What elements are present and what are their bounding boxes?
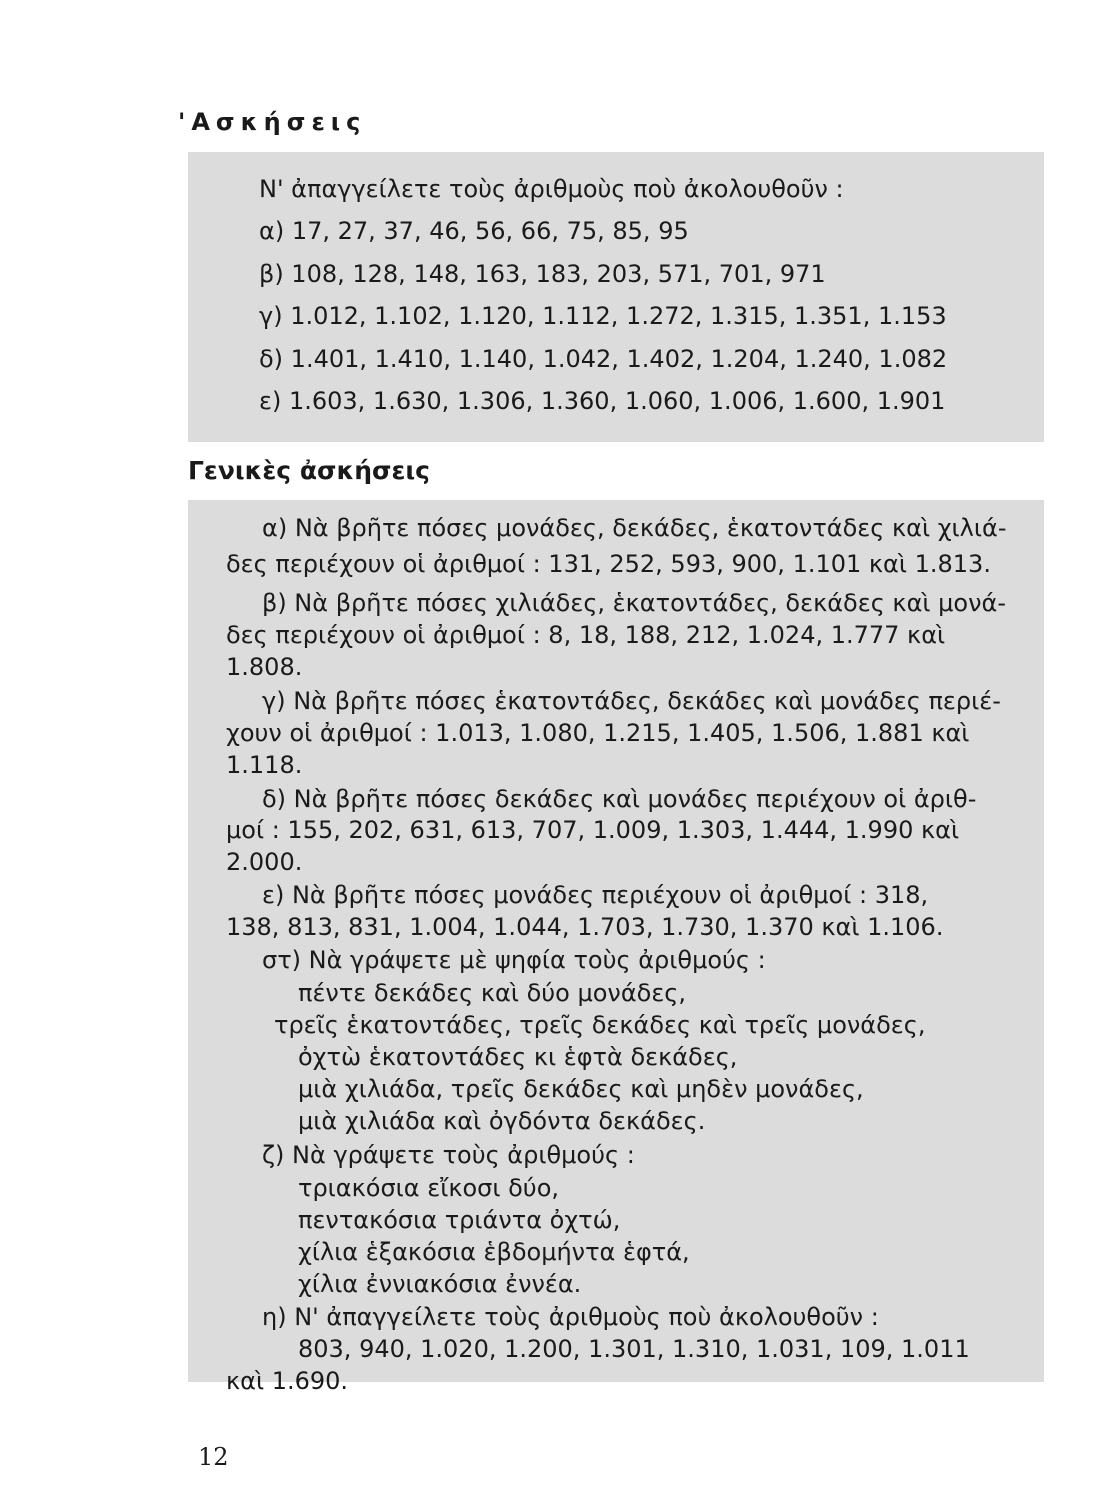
page-number: 12 (198, 1443, 229, 1471)
general-exercise-line: γ) Νὰ βρῆτε πόσες ἑκατοντάδες, δεκάδες καὶ μονάδες περιέ- (262, 687, 1001, 715)
exercise-item: α) 17, 27, 37, 46, 56, 66, 75, 85, 95 (259, 217, 689, 245)
exercise-item: β) 108, 128, 148, 163, 183, 203, 571, 701, 971 (259, 260, 826, 288)
general-exercise-line: μιὰ χιλιάδα, τρεῖς δεκάδες καὶ μηδὲν μονάδες, (298, 1075, 864, 1103)
exercise-item: δ) 1.401, 1.410, 1.140, 1.042, 1.402, 1.204, 1.240, 1.082 (259, 345, 948, 373)
general-exercise-line: ζ) Νὰ γράψετε τοὺς ἀριθμούς : (262, 1141, 635, 1169)
general-exercise-line: ε) Νὰ βρῆτε πόσες μονάδες περιέχουν οἱ ἀριθμοί : 318, (262, 881, 929, 909)
exercise-item: ε) 1.603, 1.630, 1.306, 1.360, 1.060, 1.006, 1.600, 1.901 (259, 387, 946, 415)
general-exercise-line: η) Ν' ἀπαγγείλετε τοὺς ἀριθμοὺς ποὺ ἀκολουθοῦν : (262, 1303, 879, 1331)
general-exercise-line: στ) Νὰ γράψετε μὲ ψηφία τοὺς ἀριθμούς : (262, 946, 766, 974)
general-exercise-line: 1.808. (226, 653, 303, 681)
general-exercise-line: καὶ 1.690. (226, 1367, 349, 1395)
general-exercise-line: πεντακόσια τριάντα ὀχτώ, (298, 1206, 621, 1234)
exercises-intro: Ν' ἀπαγγείλετε τοὺς ἀριθμοὺς ποὺ ἀκολουθοῦν : (259, 175, 844, 203)
general-exercise-line: τρεῖς ἑκατοντάδες, τρεῖς δεκάδες καὶ τρεῖς μονάδες, (274, 1011, 926, 1039)
exercises-heading: 'Ασκήσεις (178, 108, 367, 136)
general-exercise-line: 803, 940, 1.020, 1.200, 1.301, 1.310, 1.031, 109, 1.011 (298, 1335, 970, 1363)
general-exercise-line: δες περιέχουν οἱ ἀριθμοί : 131, 252, 593, 900, 1.101 καὶ 1.813. (226, 550, 991, 578)
general-exercise-line: χίλια ἐννιακόσια ἐννέα. (298, 1270, 582, 1298)
general-exercise-line: δ) Νὰ βρῆτε πόσες δεκάδες καὶ μονάδες περιέχουν οἱ ἀριθ- (262, 785, 977, 813)
general-exercise-line: δες περιέχουν οἱ ἀριθμοί : 8, 18, 188, 212, 1.024, 1.777 καὶ (226, 621, 946, 649)
general-exercise-line: χουν οἱ ἀριθμοί : 1.013, 1.080, 1.215, 1.405, 1.506, 1.881 καὶ (226, 719, 970, 747)
general-exercise-line: 138, 813, 831, 1.004, 1.044, 1.703, 1.730, 1.370 καὶ 1.106. (226, 913, 944, 941)
general-exercise-line: χίλια ἑξακόσια ἑβδομήντα ἑφτά, (298, 1238, 690, 1266)
general-exercise-line: τριακόσια εἴκοσι δύο, (298, 1174, 559, 1202)
general-exercise-line: α) Νὰ βρῆτε πόσες μονάδες, δεκάδες, ἑκατοντάδες καὶ χιλιά- (262, 514, 1007, 542)
general-exercise-line: πέντε δεκάδες καὶ δύο μονάδες, (298, 979, 687, 1007)
general-exercise-line: 1.118. (226, 751, 303, 779)
general-exercise-line: 2.000. (226, 848, 303, 876)
general-exercise-line: μοί : 155, 202, 631, 613, 707, 1.009, 1.303, 1.444, 1.990 καὶ (226, 816, 960, 844)
general-exercises-heading: Γενικὲς ἀσκήσεις (188, 456, 430, 485)
general-exercise-line: ὀχτὼ ἑκατοντάδες κι ἑφτὰ δεκάδες, (298, 1043, 738, 1071)
general-exercise-line: β) Νὰ βρῆτε πόσες χιλιάδες, ἑκατοντάδες, δεκάδες καὶ μονά- (262, 589, 1006, 617)
exercise-item: γ) 1.012, 1.102, 1.120, 1.112, 1.272, 1.315, 1.351, 1.153 (259, 302, 947, 330)
general-exercise-line: μιὰ χιλιάδα καὶ ὀγδόντα δεκάδες. (298, 1107, 706, 1135)
